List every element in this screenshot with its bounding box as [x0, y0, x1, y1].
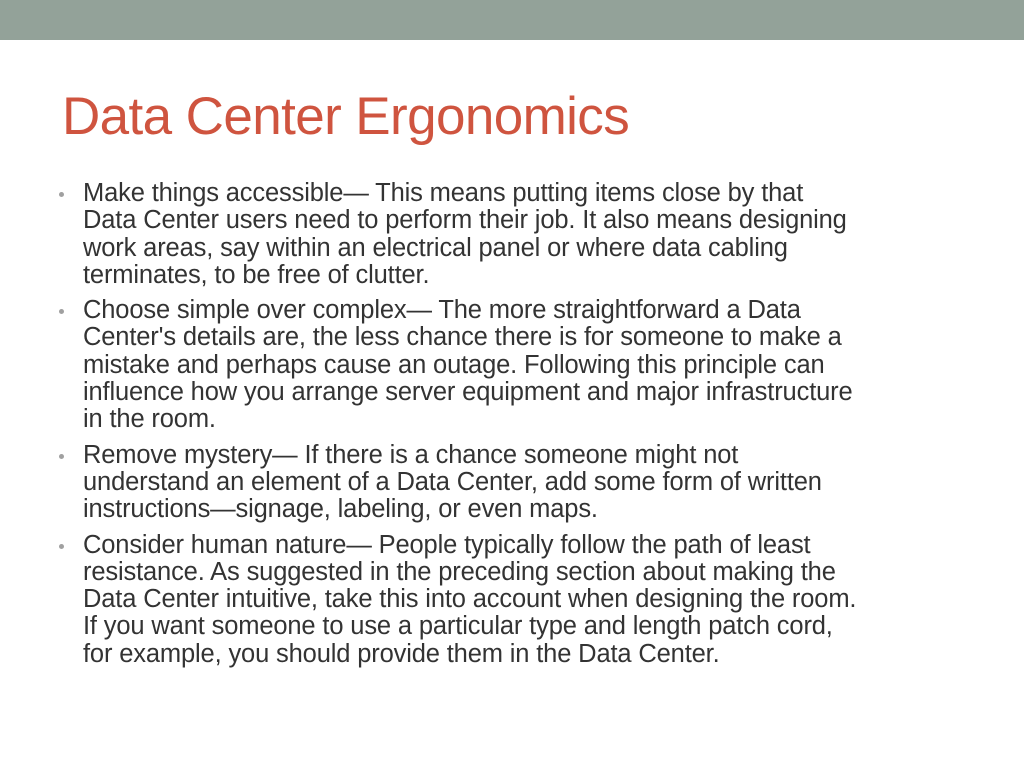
bullet-line: Data Center intuitive, take this into account when designing the room. [83, 585, 857, 614]
bullet-line: Remove mystery— If there is a chance someone might not [83, 440, 739, 469]
bullet-line: Center's details are, the less chance there is for someone to make a [83, 323, 842, 352]
bullet-dot-icon [59, 192, 64, 197]
bullet-item-accessible [56, 180, 966, 289]
bullet-line: If you want someone to use a particular type and length patch cord, [83, 612, 833, 641]
bullet-line: terminates, to be free of clutter. [83, 260, 430, 289]
bullet-line: for example, you should provide them in the Data Center. [83, 639, 720, 668]
bullet-line: Data Center users need to perform their job. It also means designing [83, 206, 847, 235]
bullet-item-human-nature [56, 532, 966, 668]
bullet-line: Choose simple over complex— The more straightforward a Data [83, 296, 801, 325]
slide-title: Data Center Ergonomics [62, 87, 630, 146]
bullet-line: understand an element of a Data Center, add some form of written [83, 467, 822, 496]
bullet-line: mistake and perhaps cause an outage. Following this principle can [83, 350, 825, 379]
bullet-line: resistance. As suggested in the preceding section about making the [83, 557, 836, 586]
bullet-dot-icon [59, 454, 64, 459]
bullet-dot-icon [59, 309, 64, 314]
bullet-item-mystery [56, 442, 966, 524]
bullet-line: Make things accessible— This means putting items close by that [83, 179, 804, 207]
bullet-line: work areas, say within an electrical panel or where data cabling [83, 233, 788, 262]
header-accent-bar [0, 0, 1024, 40]
bullet-dot-icon [59, 544, 64, 549]
bullet-line: influence how you arrange server equipment and major infrastructure [83, 378, 853, 407]
bullet-list [56, 180, 966, 676]
bullet-item-simple [56, 297, 966, 433]
bullet-line: Consider human nature— People typically follow the path of least [83, 530, 811, 559]
bullet-line: in the room. [83, 405, 216, 434]
bullet-line: instructions—signage, labeling, or even maps. [83, 495, 598, 524]
